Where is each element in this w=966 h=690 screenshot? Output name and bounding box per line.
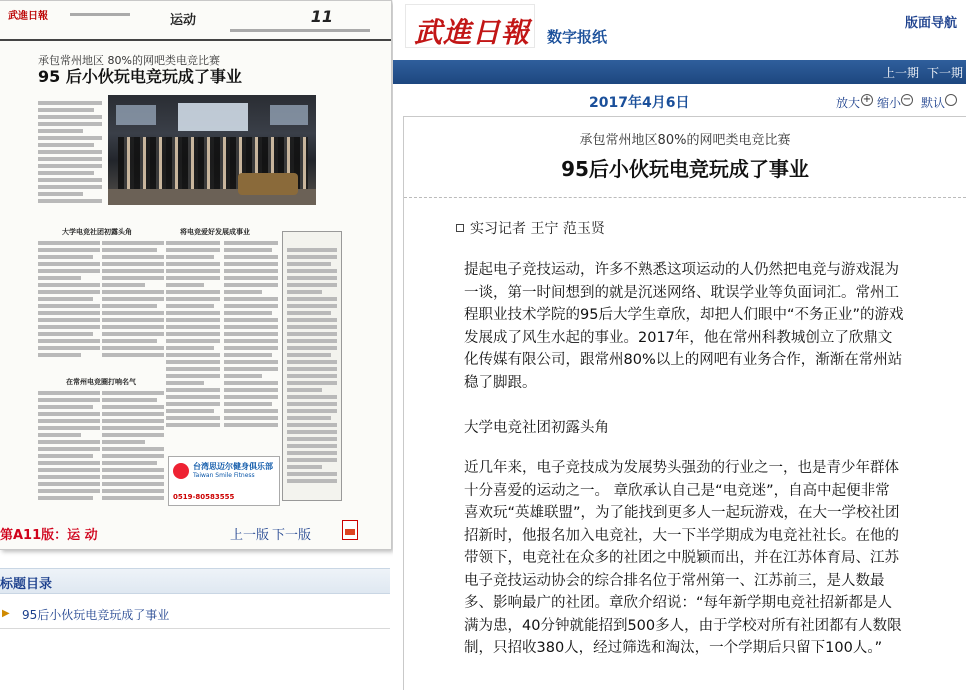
page-image-header: [0, 1, 391, 41]
article-panel: [403, 116, 966, 690]
page-image-column: [224, 241, 278, 430]
zoom-default-icon[interactable]: [945, 94, 957, 106]
newspaper-logo[interactable]: [405, 4, 535, 48]
zoom-in-button[interactable]: 放大: [836, 96, 861, 110]
page-image-meta-right: [230, 29, 370, 32]
page-image-subtitle: 承包常州地区 80%的网吧类电竞比赛: [38, 54, 220, 67]
next-page-link[interactable]: 下一版: [272, 528, 312, 543]
divider: [404, 197, 966, 198]
page-image-number: 11: [310, 7, 333, 26]
page-image-column: [38, 241, 100, 360]
page-image-column: [38, 101, 102, 206]
prev-issue-link[interactable]: 上一期: [883, 66, 920, 80]
next-issue-link[interactable]: 下一期: [927, 66, 964, 80]
newspaper-page-image[interactable]: [0, 0, 392, 550]
page-image-sidebar-box: [282, 231, 342, 501]
checkbox-icon: [456, 224, 464, 232]
article-title: 95后小伙玩电竞玩成了事业: [561, 157, 809, 181]
page-image-photo: [108, 95, 316, 205]
page-nav: [0, 516, 392, 546]
page-image-subhead: 将电竞爱好发展成事业: [180, 228, 250, 236]
toc-title: 标题目录: [0, 577, 53, 592]
page-image-column: [102, 391, 164, 503]
page-image-section: 运动: [170, 13, 197, 28]
article-section-heading: 大学电竞社团初露头角: [464, 420, 609, 436]
byline-text: 实习记者 王宁 范玉贤: [470, 221, 605, 237]
article-paragraph: 近几年来，电子竞技成为发展势头强劲的行业之一，也是青少年群体十分喜爱的运动之一。 章欣承认自己是“电竞迷”，自高中起便非常喜欢玩“英雄联盟”，为了能找到更多人一起玩游戏，在大一学校社团招新时，他报名加入电竞社，大一下半学期成为电竞社社长。在他的带领下，电竞社在众多的社团之中脱颖而出，并在江苏体育局、江苏电子竞技运动协会的综合排名位于常州第一、江苏前三，是人数最多、影响最广的社团。章欣介绍说：“每年新学期电竞社招新都是人满为患，40分钟就能招到500多人，由于学校对所有社团都有人数限制，只招收380人，经过筛选和淘汰，一个学期后只留下100人。”: [464, 460, 902, 656]
divider: [0, 628, 390, 629]
date-bar: [393, 86, 966, 114]
zoom-in-icon[interactable]: +: [862, 94, 872, 105]
zoom-out-icon[interactable]: −: [902, 94, 912, 105]
prev-page-link[interactable]: 上一版: [230, 528, 270, 543]
article-paragraph: 提起电子竞技运动，许多不熟悉这项运动的人仍然把电竞与游戏混为一谈，第一时间想到的就是沉迷网络、耽误学业等负面词汇。常州工程职业技术学院的95后大学生章欣，却把人们眼中“不务正业”的游戏发展成了风生水起的事业。2017年，他在常州科教城创立了欣鼎文化传媒有限公司，跟常州80%以上的网吧有业务合作，渐渐在常州站稳了脚跟。: [464, 262, 904, 391]
issue-date: 2017年4月6日: [589, 95, 690, 111]
page-image-logo: 武進日報: [8, 11, 48, 22]
digital-paper-pane: [393, 0, 966, 690]
toc-link[interactable]: 95后小伙玩电竞玩成了事业: [22, 608, 170, 622]
page-image-advertisement: 台湾思迈尔健身俱乐部 Taiwan Smile Fitness 0519-80583555: [168, 456, 280, 506]
toc-header: [0, 568, 390, 594]
byline: [456, 218, 605, 238]
article-kicker: 承包常州地区80%的网吧类电竞比赛: [579, 133, 791, 148]
layout-nav-link[interactable]: 版面导航: [905, 16, 958, 31]
issue-nav-bar: [393, 60, 966, 84]
page-preview-pane: [0, 0, 393, 690]
logo-text: 武進日報: [414, 16, 531, 49]
pdf-download-icon[interactable]: [342, 520, 358, 540]
edition-label: 第A11版：运 动: [0, 528, 98, 543]
page-image-subhead: 大学电竞社团初露头角: [62, 228, 132, 236]
zoom-default-button[interactable]: 默认: [921, 96, 946, 110]
brand-subtitle: 数字报纸: [547, 28, 608, 46]
page-image-subhead: 在常州电竞圈打响名气: [66, 378, 136, 386]
page-image-title: 95 后小伙玩电竞玩成了事业: [38, 67, 242, 86]
page-image-meta: [70, 13, 130, 16]
toc-list-item[interactable]: [0, 606, 390, 626]
page-image-column: [38, 391, 100, 503]
page-image-column: [166, 241, 220, 430]
zoom-out-button[interactable]: 缩小: [877, 96, 902, 110]
bullet-icon: ▶: [2, 608, 10, 619]
page-image-column: [102, 241, 164, 360]
